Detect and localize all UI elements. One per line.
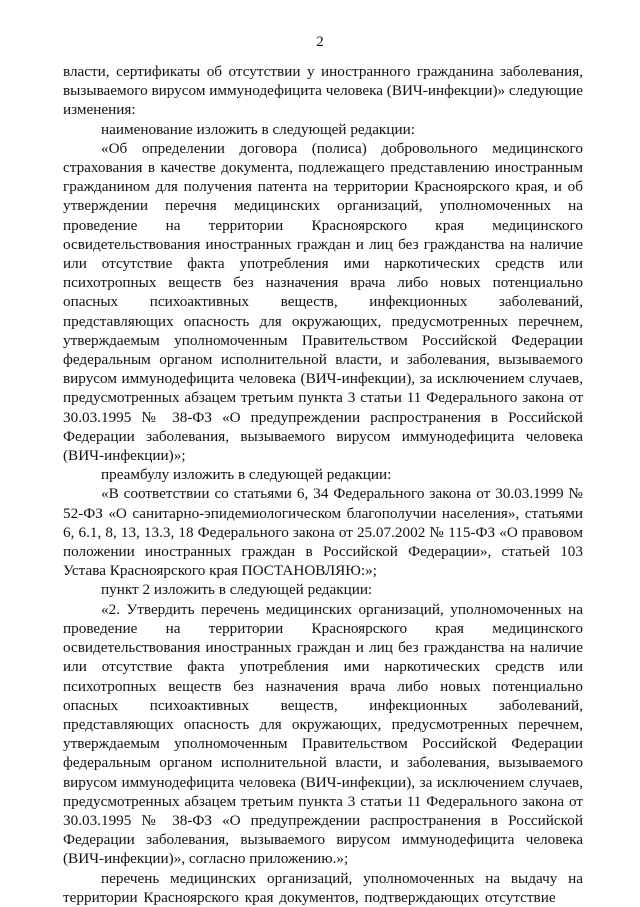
document-body (63, 62, 583, 907)
paragraph-point2-instruction: пункт 2 изложить в следующей редакции: (101, 581, 373, 599)
paragraph-list-continuation: перечень медицинских организаций, уполномоченных на выдачу на территории Красноярского края документов, подтверждающих отсутствие (63, 869, 583, 906)
paragraph-continuation: власти, сертификаты об отсутствии у иностранного гражданина заболевания, вызываемого вирусом иммунодефицита человека (ВИЧ-инфекции)» следующие изменения: (63, 63, 583, 119)
page-number: 2 (316, 34, 324, 50)
paragraph-preamble-instruction: преамбулу изложить в следующей редакции: (101, 466, 392, 484)
paragraph-title-instruction: наименование изложить в следующей редакции: (101, 120, 415, 138)
paragraph-new-title: «Об определении договора (полиса) добровольного медицинского страхования в качестве документа, подлежащего представлению иностранным гражданином для получения патента на территории Красноярского края, и об утверждении перечня медицинских организаций, уполномоченных на проведение на территории Красноярского края медицинского освидетельствования иностранных граждан и лиц без гражданства на наличие или отсутствие факта употребления ими наркотических средств или психотропных веществ без назначения врача либо новых потенциально опасных психоактивных веществ, инфекционных заболеваний, представляющих опасность для окружающих, предусмотренных перечнем, утверждаемым уполномоченным Правительством Российской Федерации федеральным органом исполнительной власти, и заболевания, вызываемого вирусом иммунодефицита человека (ВИЧ-инфекции), за исключением случаев, предусмотренных абзацем третьим пункта 3 статьи 11 Федерального закона от 30.03.1995 № 38-ФЗ «О предупреждении распространения в Российской Федерации заболевания, вызываемого вирусом иммунодефицита человека (ВИЧ-инфекции)»; (63, 139, 583, 465)
paragraph-new-point2: «2. Утвердить перечень медицинских организаций, уполномоченных на проведение на территории Красноярского края медицинского освидетельствования иностранных граждан и лиц без гражданства на наличие или отсутствие факта употребления ими наркотических средств или психотропных веществ без назначения врача либо новых потенциально опасных психоактивных веществ, инфекционных заболеваний, представляющих опасность для окружающих, предусмотренных перечнем, утверждаемым уполномоченным Правительством Российской Федерации федеральным органом исполнительной власти, и заболевания, вызываемого вирусом иммунодефицита человека (ВИЧ-инфекции), за исключением случаев, предусмотренных абзацем третьим пункта 3 статьи 11 Федерального закона от 30.03.1995 № 38-ФЗ «О предупреждении распространения в Российской Федерации заболевания, вызываемого вирусом иммунодефицита человека (ВИЧ-инфекции)», согласно приложению.»; (63, 600, 583, 868)
paragraph-new-preamble: «В соответствии со статьями 6, 34 Федерального закона от 30.03.1999 № 52-ФЗ «О санитарно-эпидемиологическом благополучии населения», статьями 6, 6.1, 8, 13, 13.3, 18 Федерального закона от 25.07.2002 № 115-ФЗ «О правовом положении иностранных граждан в Российской Федерации», статьей 103 Устава Красноярского края ПОСТАНОВЛЯЮ:»; (63, 485, 583, 580)
